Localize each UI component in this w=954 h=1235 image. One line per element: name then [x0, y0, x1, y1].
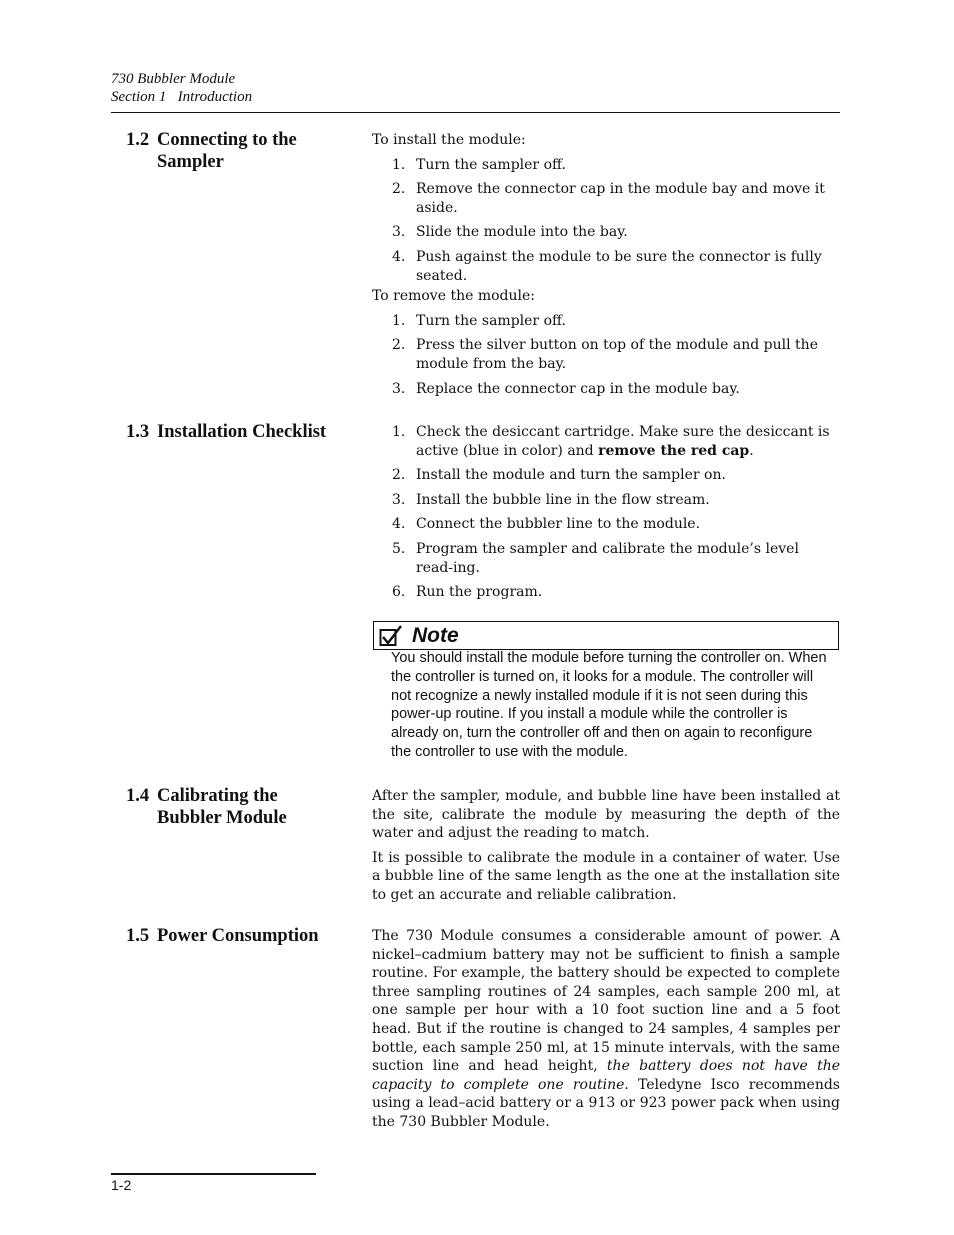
header-rule [111, 112, 840, 113]
list-item [372, 336, 840, 373]
section-number: 1.4 [126, 786, 150, 806]
section-title: Installation Checklist [157, 422, 327, 442]
step-text-end: . [749, 442, 754, 459]
checkbox-check-icon [379, 625, 403, 647]
note-title: Note [412, 624, 459, 647]
list-item [372, 515, 840, 534]
remove-intro: To remove the module: [372, 288, 535, 305]
step-number: 2. [392, 337, 406, 354]
step-text: Remove the connector cap in the module bay and move it aside. [416, 181, 825, 216]
section-title-line2: Sampler [157, 152, 224, 172]
step-text: Connect the bubbler line to the module. [416, 516, 701, 533]
list-item [372, 491, 840, 510]
list-item [372, 248, 840, 285]
step-number: 2. [392, 181, 406, 198]
section-number: 1.2 [126, 130, 150, 150]
checklist-steps [372, 423, 840, 602]
step-text: Replace the connector cap in the module bay. [416, 380, 740, 397]
section-heading-1-4 [126, 785, 287, 829]
step-number: 1. [392, 424, 406, 440]
note-text: You should install the module before turning the controller on. When the controller is turned on, it looks for a module. The controller will not recognize a newly installed module if it is not seen during this power-up routine. If you install a module while the controller is already on, turn the controller off and then on again to reconfigure the controller to use with the module. [391, 650, 827, 760]
power-text-end: . Teledyne Isco recommends using a lead–acid battery or a 913 or 923 power pack when using the 730 Bubbler Module. [372, 1076, 840, 1130]
step-number: 4. [392, 516, 406, 533]
connecting-body [372, 131, 840, 404]
section-title-line1: Calibrating the [157, 786, 278, 806]
step-text: Slide the module into the bay. [416, 224, 628, 241]
step-text: Turn the sampler off. [416, 156, 566, 173]
step-emphasis: remove the red cap [598, 442, 750, 459]
step-text: Turn the sampler off. [416, 312, 566, 329]
step-text: Push against the module to be sure the connector is fully seated. [416, 248, 822, 284]
step-text: Program the sampler and calibrate the module’s level read-ing. [416, 540, 799, 576]
step-number: 6. [392, 584, 406, 601]
section-number: 1.5 [126, 926, 150, 946]
section-title: Power Consumption [157, 926, 319, 946]
step-number: 3. [392, 380, 406, 397]
calibrating-paragraph-2: It is possible to calibrate the module in a container of water. Use a bubble line of the same length as the one at the installation site to get an accurate and reliable calibration. [372, 849, 840, 903]
step-text: Install the module and turn the sampler on. [416, 467, 726, 484]
section-title-line1: Connecting to the [157, 130, 297, 150]
step-number: 3. [392, 224, 406, 241]
running-header-section: Section 1 Introduction [111, 89, 253, 105]
step-number: 4. [392, 248, 406, 265]
step-number: 1. [392, 156, 406, 173]
running-header-title: 730 Bubbler Module [111, 71, 236, 87]
power-text: The 730 Module consumes a considerable amount of power. A nickel–cadmium battery may not be sufficient to finish a sample routine. For example, the battery should be expected to complete three sampling routines of 24 samples, each sample 200 ml, at one sample per hour with a 10 foot suction line and a 5 foot head. But if the routine is changed to 24 samples, 4 samples per bottle, each sample 250 ml, at 15 minute intervals, with the same suction line and head height, [372, 928, 840, 1075]
list-item [372, 466, 840, 485]
step-number: 5. [392, 540, 406, 557]
list-item [372, 423, 840, 460]
list-item [372, 156, 840, 175]
list-item [372, 380, 840, 399]
section-number: 1.3 [126, 422, 150, 442]
list-item [372, 583, 840, 602]
power-paragraph [372, 927, 840, 1132]
section-heading-1-5 [126, 925, 319, 947]
step-text: Press the silver button on top of the module and pull the module from the bay. [416, 337, 818, 372]
calibrating-paragraph-1: After the sampler, module, and bubble line have been installed at the site, calibrate the module by measuring the depth of the water and adjust the reading to match. [372, 788, 840, 842]
checklist-body [372, 423, 840, 608]
install-steps [372, 156, 840, 286]
step-text: Install the bubble line in the flow stream. [416, 491, 710, 508]
power-body [372, 927, 840, 1138]
step-text: Run the program. [416, 584, 543, 601]
step-number: 1. [392, 312, 406, 329]
step-number: 2. [392, 467, 406, 484]
step-text: Check the desiccant cartridge. Make sure the desiccant is active (blue in color) and [416, 424, 830, 459]
list-item [372, 180, 840, 217]
footer-rule [111, 1173, 316, 1175]
note-header-box [373, 621, 839, 650]
calibrating-body [372, 787, 840, 911]
power-emphasis: the battery does not have the capacity to complete one routine [372, 1058, 841, 1093]
list-item [372, 540, 840, 577]
remove-steps [372, 312, 840, 398]
list-item [372, 223, 840, 242]
section-title-line2: Bubbler Module [157, 808, 287, 828]
install-intro: To install the module: [372, 132, 526, 148]
running-header [111, 70, 252, 106]
section-heading-1-3 [126, 421, 326, 443]
step-number: 3. [392, 491, 406, 508]
page-number: 1-2 [111, 1177, 132, 1193]
list-item [372, 312, 840, 331]
section-heading-1-2 [126, 129, 297, 173]
